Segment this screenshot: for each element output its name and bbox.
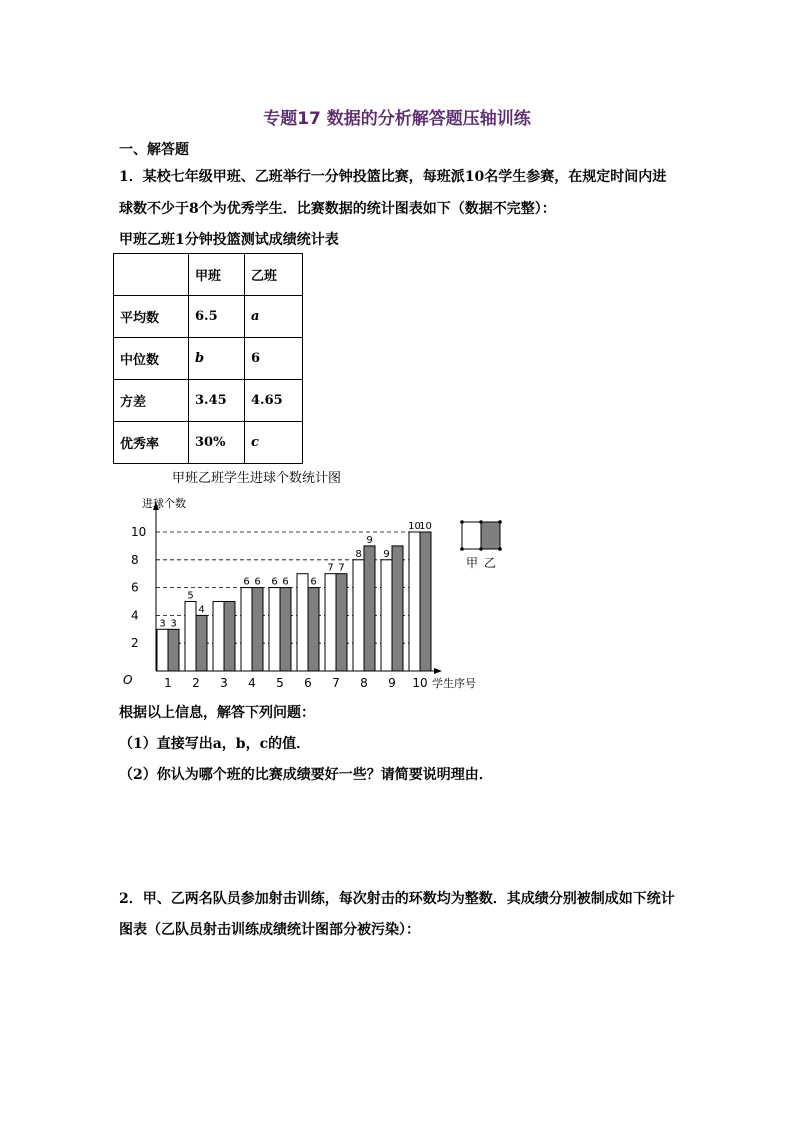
table-row (114, 422, 303, 464)
bar-jia (269, 588, 280, 671)
x-tick-label: 6 (304, 676, 312, 690)
table-cell: 优秀率 (114, 422, 189, 464)
x-tick-label: 5 (276, 676, 284, 690)
bar-yi (336, 574, 347, 671)
data-label-jia: 8 (355, 548, 362, 560)
y-axis-label: 进球个数 (142, 497, 186, 510)
bar-yi (196, 615, 207, 671)
legend-corner-dot (460, 520, 464, 524)
table-header-cell: 乙班 (245, 254, 303, 296)
data-label-yi: 9 (366, 534, 373, 546)
x-axis-label: 学生序号 (432, 677, 476, 690)
x-tick-label: 9 (388, 676, 396, 690)
x-tick-label: 1 (164, 676, 172, 690)
bar-jia (241, 588, 252, 671)
data-label-jia: 5 (187, 590, 194, 602)
legend-corner-dot (498, 520, 502, 524)
bar-jia (409, 532, 420, 671)
legend-label-yi: 乙 (483, 556, 497, 570)
table-header-row (114, 254, 303, 296)
q2-text-line2: 图表（乙队员射击训练成绩统计图部分被污染）： (119, 922, 420, 938)
table-header-cell: 甲班 (189, 254, 245, 296)
bar-yi (392, 546, 403, 671)
table-cell: 方差 (114, 380, 189, 422)
legend-label-jia: 甲 (465, 556, 479, 570)
bar-yi (224, 602, 235, 672)
table-cell: a (245, 296, 303, 338)
y-tick-label: 8 (131, 552, 139, 567)
bar-jia (213, 602, 224, 672)
table-cell: c (245, 422, 303, 464)
bar-yi (308, 588, 319, 671)
x-tick-label: 7 (332, 676, 340, 690)
y-tick-label: 10 (131, 525, 147, 539)
data-label-yi: 7 (338, 562, 345, 574)
table-row (114, 296, 303, 338)
data-label-jia: 6 (243, 576, 250, 588)
table-row (114, 380, 303, 422)
x-tick-label: 4 (248, 676, 256, 690)
bar-jia (353, 560, 364, 671)
x-tick-label: 10 (412, 676, 428, 690)
table-cell: 中位数 (114, 338, 189, 380)
data-label-jia: 3 (159, 618, 166, 630)
q1-text-line1: 1．某校七年级甲班、乙班举行一分钟投篮比赛，每班派10名学生参赛，在规定时间内进 (119, 169, 667, 185)
bar-chart (110, 492, 510, 692)
bar-jia (325, 574, 336, 671)
table-cell: 平均数 (114, 296, 189, 338)
table-cell: 4.65 (245, 380, 303, 422)
bar-jia (381, 560, 392, 671)
data-label-yi: 6 (254, 576, 261, 588)
q1-text-line2: 球数不少于8个为优秀学生．比赛数据的统计图表如下（数据不完整）： (119, 201, 556, 217)
table-header-cell (114, 254, 189, 296)
table-cell: 3.45 (189, 380, 245, 422)
origin-label: O (123, 673, 133, 687)
section-heading: 一、解答题 (119, 142, 189, 158)
y-tick-label: 6 (131, 580, 139, 595)
legend-corner-dot (479, 547, 483, 551)
bar-jia (297, 574, 308, 671)
x-tick-label: 3 (220, 676, 228, 690)
x-axis-arrow (434, 668, 442, 674)
table-cell: 30% (189, 422, 245, 464)
data-label-jia: 9 (383, 548, 390, 560)
q1-after-chart: 根据以上信息，解答下列问题： (119, 705, 315, 721)
q2-text-line1: 2．甲、乙两名队员参加射击训练，每次射击的环数均为整数．其成绩分别被制成如下统计 (119, 891, 675, 907)
data-label-jia: 6 (271, 576, 278, 588)
bar-yi (280, 588, 291, 671)
table-cell: 6.5 (189, 296, 245, 338)
stats-table (113, 253, 303, 464)
legend-corner-dot (498, 547, 502, 551)
data-label-yi: 3 (170, 618, 177, 630)
q1-sub2: （2）你认为哪个班的比赛成绩要好一些？请简要说明理由． (119, 767, 493, 783)
data-label-yi: 6 (310, 576, 317, 588)
bar-yi (364, 546, 375, 671)
legend-corner-dot (479, 520, 483, 524)
bar-yi (420, 532, 431, 671)
data-label-yi: 6 (282, 576, 289, 588)
bar-jia (185, 602, 196, 672)
bar-yi (168, 629, 179, 671)
chart-title: 甲班乙班学生进球个数统计图 (172, 471, 342, 486)
y-tick-label: 4 (131, 608, 139, 623)
x-tick-label: 8 (360, 676, 368, 690)
legend-corner-dot (460, 547, 464, 551)
bar-jia (157, 629, 168, 671)
table-cell: 6 (245, 338, 303, 380)
table-caption: 甲班乙班1分钟投篮测试成绩统计表 (119, 232, 339, 248)
data-label-yi: 10 (419, 521, 432, 532)
legend-swatch-yi (481, 522, 500, 549)
data-label-jia: 7 (327, 562, 334, 574)
q1-sub1: （1）直接写出a，b，c的值． (119, 736, 311, 752)
table-row (114, 338, 303, 380)
x-tick-label: 2 (192, 676, 200, 690)
data-label-jia: 10 (408, 521, 421, 532)
table-cell: b (189, 338, 245, 380)
page-title: 专题17 数据的分析解答题压轴训练 (263, 109, 531, 129)
y-tick-label: 2 (131, 636, 139, 651)
legend-swatch-jia (462, 522, 481, 549)
data-label-yi: 4 (198, 604, 205, 616)
bar-yi (252, 588, 263, 671)
